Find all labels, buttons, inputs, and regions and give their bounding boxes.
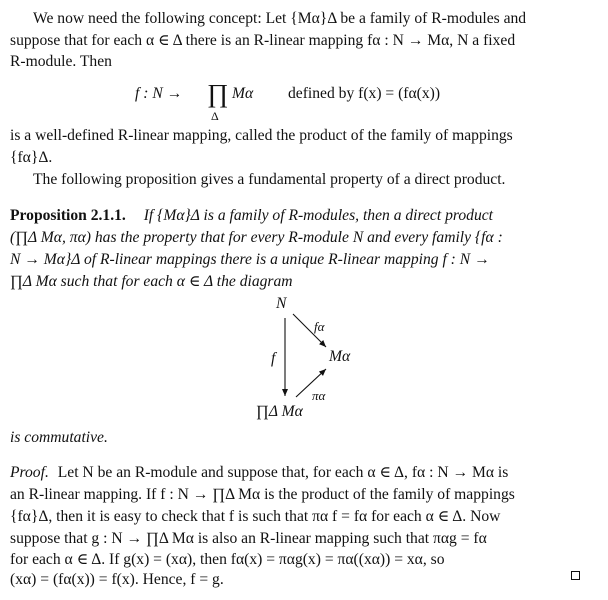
proof-line-2: an R-linear mapping. If f : N → ∏Δ Mα is the product of the family of mappings	[10, 486, 515, 503]
diagram-node-product: ∏Δ Mα	[256, 403, 303, 420]
diagram-label-pi-alpha: πα	[312, 388, 326, 403]
proof-title: Proof.	[10, 464, 49, 481]
intro-line-6: The following proposition gives a fundamental property of a direct product.	[33, 171, 506, 188]
qed-square-icon	[571, 571, 580, 580]
proposition-title: Proposition 2.1.1.	[10, 207, 126, 224]
proposition-line-3: N → Mα}Δ of R-linear mappings there is a unique R-linear mapping f : N →	[10, 251, 490, 268]
display-index-delta: Δ	[211, 109, 219, 123]
display-equation-left: f : N →	[135, 85, 183, 102]
display-module: Mα	[232, 85, 254, 102]
proof-text-1: Let N be an R-module and suppose that, for each α ∈ Δ, fα : N → Mα is	[57, 464, 509, 481]
proposition-line-4: ∏Δ Mα such that for each α ∈ Δ the diagram	[10, 273, 293, 290]
display-product-symbol: ∏	[207, 79, 229, 108]
display-definition: defined by f(x) = (fα(x))	[288, 85, 441, 102]
intro-line-2: suppose that for each α ∈ Δ there is an R-linear mapping fα : N → Mα, N a fixed	[10, 32, 516, 49]
diagram-label-f: f	[271, 350, 276, 367]
proposition-text-1: If {Mα}Δ is a family of R-modules, then a direct product	[143, 207, 494, 224]
diagram-node-N: N	[276, 295, 287, 312]
proposition-line-2: (∏Δ Mα, πα) has the property that for every R-module N and every family {fα :	[10, 229, 503, 246]
diagram-label-f-alpha: fα	[314, 319, 325, 334]
intro-line-1: We now need the following concept: Let {Mα}Δ be a family of R-modules and	[33, 10, 527, 27]
proof-line-4: suppose that g : N → ∏Δ Mα is also an R-linear mapping such that παg = fα	[10, 530, 487, 547]
diagram-node-M-alpha: Mα	[329, 348, 351, 365]
proof-line-6: (xα) = (fα(x)) = f(x). Hence, f = g.	[10, 571, 224, 588]
proof-line-1	[10, 463, 508, 483]
intro-line-3: R-module. Then	[10, 53, 112, 70]
proof-line-3: {fα}Δ, then it is easy to check that f is such that πα f = fα for each α ∈ Δ. Now	[10, 508, 501, 525]
proof-line-5: for each α ∈ Δ. If g(x) = (xα), then fα(x) = παg(x) = πα((xα)) = xα, so	[10, 551, 445, 568]
proposition-conclusion: is commutative.	[10, 429, 108, 446]
intro-line-5: {fα}Δ.	[10, 149, 53, 166]
intro-line-4: is a well-defined R-linear mapping, called the product of the family of mappings	[10, 127, 513, 144]
